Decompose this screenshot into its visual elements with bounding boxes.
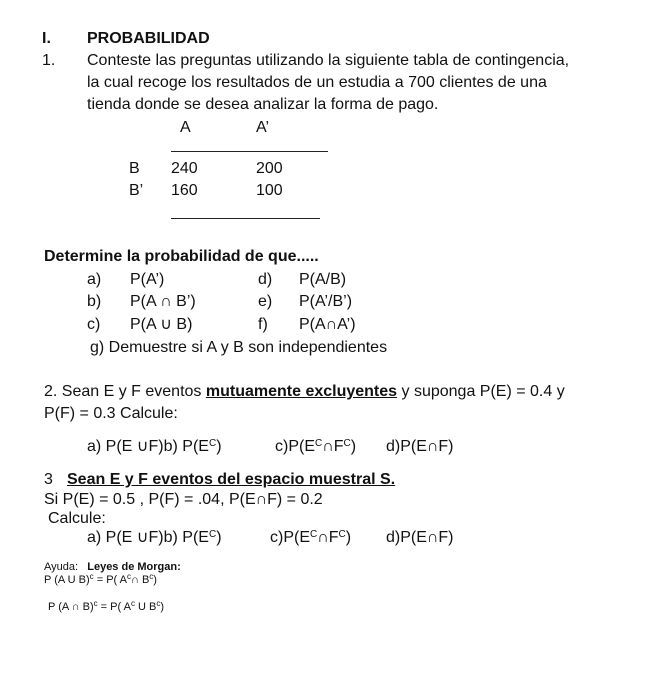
q2-items [87,437,222,456]
cell-b-prime-a: 160 [171,182,198,199]
item-d-label: d) [258,271,273,288]
item-e-label: e) [258,293,273,310]
q3-item-b: b) $P(E^C)$ [163,529,222,546]
q3-calcule: Calcule: [48,510,106,527]
q2-line-1 [44,382,565,401]
q1-text-line-3: tienda donde se desea analizar la forma de pago. [87,96,439,113]
cell-b-a-prime: 200 [256,160,283,177]
q3-item-c: $c)P(E^C\cap F^C)$ [270,529,352,546]
q2-item-d: d)P(E∩F) [386,438,454,455]
col-header-a: A [180,119,191,136]
item-a-expr: P(A’) [130,271,165,288]
table-top-rule [171,151,328,152]
item-d-expr: P(A/B) [299,271,347,288]
demorgan-law-1: P (A U B)$^c$ = P( $A^c\cap$ $B^c$) [44,572,157,586]
demorgan-law-2: P (A ∩ B)$^c$ = P( $A^c$ U $B^c$) [48,599,165,613]
cell-b-a: 240 [171,160,198,177]
col-header-a-prime: A’ [256,119,270,136]
q3-item-a: a) P(E ∪F) [87,529,164,546]
help-label: Ayuda: [44,561,79,573]
item-a-label: a) [87,271,102,288]
help-title: Leyes de Morgan: [87,561,181,573]
item-b-expr: P(A ∩ B’) [130,293,196,310]
q1-text-line-2: la cual recoge los resultados de un estudia a 700 clientes de una [87,74,547,91]
row-label-b: B [129,160,140,177]
q3-given: Si P(E) = 0.5 , P(F) = .04, P(E∩F) = 0.2 [44,491,323,508]
row-label-b-prime: B’ [129,182,144,199]
q2-line-2: P(F) = 0.3 Calcule: [44,405,178,422]
q3-item-d: d)P(E∩F) [386,529,454,546]
section-title: PROBABILIDAD [87,30,210,47]
q2-pre: 2. Sean E y F eventos [44,383,206,400]
item-e-expr: P(A’/B’) [299,293,353,310]
q2-emphasis: mutuamente excluyentes [205,383,398,400]
q3-number: 3 [44,471,53,488]
q2-item-a: a) P(E ∪F) [87,438,164,455]
table-bottom-rule [171,218,320,219]
item-f-label: f) [258,316,268,333]
q3-title: Sean E y F eventos del espacio muestral S. [67,471,396,488]
determine-heading: Determine la probabilidad de que..... [44,248,319,265]
item-g: g) Demuestre si A y B son independientes [90,339,388,356]
q1-text-line-1: Conteste las preguntas utilizando la siguiente tabla de contingencia, [87,52,570,69]
help-heading [44,561,181,574]
item-f-expr: P(A∩A’) [299,316,356,333]
q2-item-c: $c)P(E^C\cap F^C)$ [275,438,357,455]
q2-post: y suponga P(E) = 0.4 y [397,383,565,400]
item-c-label: c) [87,316,101,333]
q2-item-b: b) $P(E^C)$ [163,438,222,455]
item-c-expr: P(A ∪ B) [130,316,193,333]
item-b-label: b) [87,293,102,310]
cell-b-prime-a-prime: 100 [256,182,283,199]
q3-items [87,528,222,547]
section-number: I. [42,30,51,47]
q1-number: 1. [42,52,56,69]
